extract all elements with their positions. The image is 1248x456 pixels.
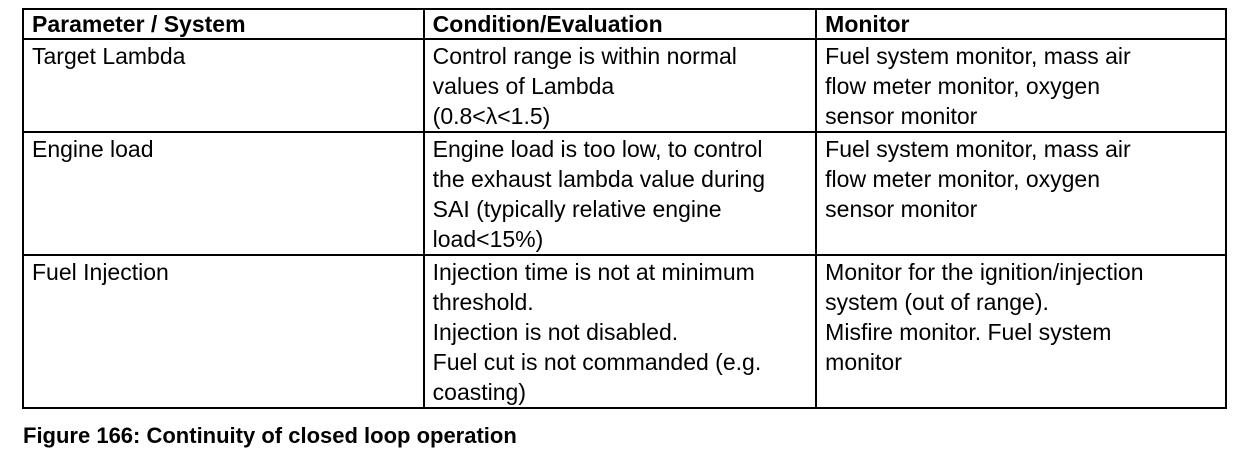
cell-line: Injection is not disabled. <box>432 319 679 345</box>
cell-line: values of Lambda <box>432 73 615 99</box>
cell-line: Target Lambda <box>32 43 186 69</box>
cell-line: coasting) <box>432 379 526 405</box>
table-row <box>23 132 1226 255</box>
cell-line: Engine load is too low, to control <box>432 136 763 162</box>
header-parameter-system: Parameter / System <box>23 9 424 39</box>
row-target-lambda-condition <box>424 39 817 132</box>
row-engine-load-parameter <box>23 132 424 255</box>
row-engine-load-monitor <box>816 132 1226 255</box>
cell-line: the exhaust lambda value during <box>432 166 766 192</box>
row-fuel-injection-parameter <box>23 255 424 408</box>
row-fuel-injection-condition <box>424 255 817 408</box>
cell-line: Engine load <box>32 136 154 162</box>
table-header-row <box>23 9 1226 39</box>
row-fuel-injection-monitor <box>816 255 1226 408</box>
figure-caption: Figure 166: Continuity of closed loop operation <box>23 423 517 448</box>
cell-line: Injection time is not at minimum <box>432 259 755 285</box>
cell-line: threshold. <box>432 289 534 315</box>
header-monitor: Monitor <box>816 9 1226 39</box>
cell-line: SAI (typically relative engine <box>432 196 722 222</box>
row-engine-load-condition <box>424 132 817 255</box>
cell-line: Control range is within normal <box>432 43 737 69</box>
cell-line: Misfire monitor. Fuel system <box>825 319 1112 345</box>
row-target-lambda-monitor <box>816 39 1226 132</box>
table-row <box>23 255 1226 408</box>
cell-line: Fuel system monitor, mass air <box>825 43 1131 69</box>
cell-line: Fuel cut is not commanded (e.g. <box>432 349 762 375</box>
cell-line: sensor monitor <box>825 103 978 129</box>
cell-line: Monitor for the ignition/injection <box>825 259 1144 285</box>
closed-loop-conditions-table <box>22 8 1227 409</box>
cell-line: flow meter monitor, oxygen <box>825 166 1101 192</box>
cell-line: Fuel system monitor, mass air <box>825 136 1131 162</box>
table-row <box>23 39 1226 132</box>
cell-line: sensor monitor <box>825 196 978 222</box>
cell-line: load<15%) <box>432 226 544 252</box>
header-condition-evaluation: Condition/Evaluation <box>424 9 817 39</box>
cell-line: (0.8<λ<1.5) <box>432 103 551 129</box>
cell-line: monitor <box>825 349 902 375</box>
cell-line: Fuel Injection <box>32 259 169 285</box>
row-target-lambda-parameter <box>23 39 424 132</box>
cell-line: system (out of range). <box>825 289 1049 315</box>
cell-line: flow meter monitor, oxygen <box>825 73 1101 99</box>
